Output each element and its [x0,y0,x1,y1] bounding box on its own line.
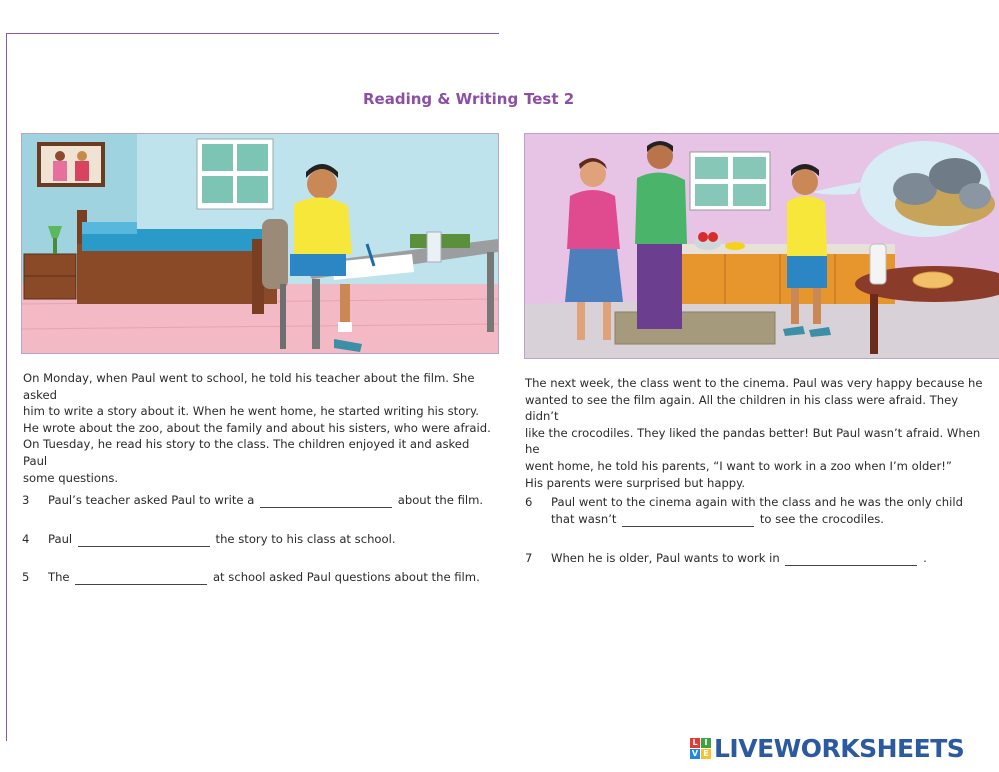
logo-letter: E [701,749,711,759]
illustration-bedroom [21,133,499,354]
text-line: wanted to see the film again. All the children in his class were afraid. They didn’t [525,392,959,424]
text-line: him to write a story about it. When he went home, he started writing his story. [23,404,479,419]
reading-text-right [525,375,995,491]
question-3 [22,492,483,509]
question-text: about the film. [397,493,484,507]
question-number: 5 [22,570,30,584]
text-line: On Monday, when Paul went to school, he told his teacher about the film. She asked [23,371,475,402]
logo-text: LIVEWORKSHEETS [714,733,965,763]
section-title: Reading & Writing [363,90,519,108]
page-frame-top [6,33,499,34]
question-4 [22,531,396,548]
logo-letter: I [701,738,711,748]
question-number: 3 [22,493,30,507]
page-frame-left [6,33,7,741]
question-text: to see the crocodiles. [759,512,884,526]
text-line: His parents were surprised but happy. [525,475,746,490]
question-7 [525,550,927,567]
answer-input-6[interactable] [622,513,754,527]
answer-input-4[interactable] [78,533,210,547]
question-text: The [48,570,70,584]
question-6 [525,494,963,528]
question-text: Paul went to the cinema again with the class and he was the only child [551,495,963,509]
question-number: 6 [525,495,533,509]
question-text: Paul [48,532,73,546]
reading-text-left [23,370,493,486]
question-text: Paul’s teacher asked Paul to write a [48,493,255,507]
answer-input-7[interactable] [785,552,917,566]
text-line: He wrote about the zoo, about the family and about his sisters, who were afraid. [23,420,491,435]
test-title: Test 2 [524,90,575,108]
text-line: went home, he told his parents, “I want to work in a zoo when I’m older!” [525,458,952,473]
text-line: some questions. [23,470,119,485]
logo-letter: L [690,738,700,748]
answer-input-3[interactable] [260,494,392,508]
question-text: When he is older, Paul wants to work in [551,551,780,565]
logo-letter: V [691,748,699,758]
logo-mark [690,738,711,759]
question-text: at school asked Paul questions about the film. [212,570,480,584]
answer-input-5[interactable] [75,571,207,585]
illustration-kitchen [524,133,999,359]
question-text: . [923,551,927,565]
question-number: 4 [22,532,30,546]
text-line: The next week, the class went to the cinema. Paul was very happy because he [525,376,983,390]
liveworksheets-logo[interactable] [690,733,964,763]
question-text: that wasn’t [551,512,617,526]
question-text: the story to his class at school. [215,532,396,546]
question-number: 7 [525,551,533,565]
text-line: On Tuesday, he read his story to the class. The children enjoyed it and asked Paul [23,437,470,468]
text-line: like the crocodiles. They liked the pandas better! But Paul wasn’t afraid. When he [525,425,981,457]
question-5 [22,569,480,586]
